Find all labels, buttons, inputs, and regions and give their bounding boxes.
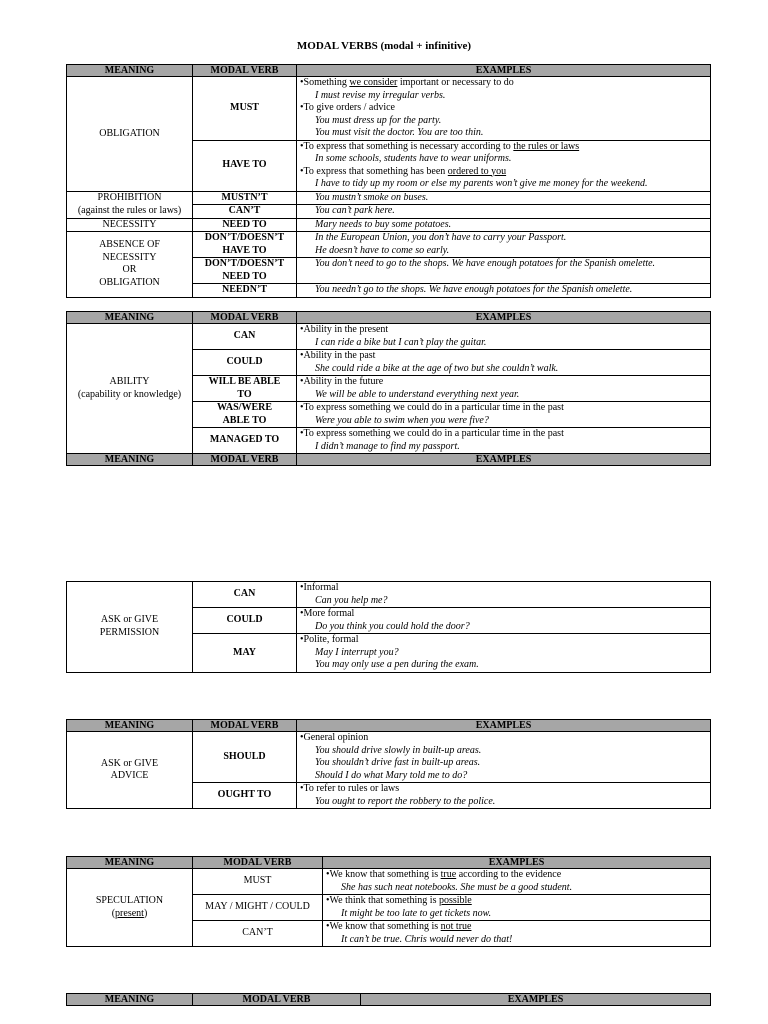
examples-may-might-could: •We think that something is possible It might be too late to get tickets now. xyxy=(323,895,711,921)
verb-dont-have-to: DON’T/DOESN’T HAVE TO xyxy=(193,232,297,258)
header-row xyxy=(67,994,711,1006)
verb-neednt: NEEDN’T xyxy=(193,284,297,298)
verb-mustnt: MUSTN’T xyxy=(193,191,297,205)
header-modal-verb: MODAL VERB xyxy=(193,994,361,1006)
header-row xyxy=(67,857,711,869)
meaning-obligation: OBLIGATION xyxy=(67,77,193,192)
header-meaning: MEANING xyxy=(67,720,193,732)
header-meaning: MEANING xyxy=(67,994,193,1006)
table-row xyxy=(67,232,711,258)
header-modal-verb: MODAL VERB xyxy=(193,454,297,466)
examples-neednt: You needn’t go to the shops. We have enough potatoes for the Spanish omelette. xyxy=(297,284,711,298)
verb-cant: CAN’T xyxy=(193,205,297,219)
header-examples: EXAMPLES xyxy=(297,720,711,732)
examples-can: •Informal Can you help me? xyxy=(297,582,711,608)
verb-must: MUST xyxy=(193,77,297,141)
table-row xyxy=(67,77,711,141)
verb-managed-to: MANAGED TO xyxy=(193,428,297,454)
meaning-speculation: SPECULATION (present) xyxy=(67,869,193,947)
examples-can: •Ability in the present I can ride a bike but I can’t play the guitar. xyxy=(297,324,711,350)
meaning-permission: ASK or GIVE PERMISSION xyxy=(67,582,193,673)
header-meaning: MEANING xyxy=(67,454,193,466)
examples-cant: •We know that something is not true It can’t be true. Chris would never do that! xyxy=(323,921,711,947)
verb-can: CAN xyxy=(193,324,297,350)
examples-managed-to: •To express something we could do in a particular time in the past I didn’t manage to find my passport. xyxy=(297,428,711,454)
examples-will-be-able-to: •Ability in the future We will be able to understand everything next year. xyxy=(297,376,711,402)
examples-dont-have-to: In the European Union, you don’t have to carry your Passport. He doesn’t have to come so early. xyxy=(297,232,711,258)
header-meaning: MEANING xyxy=(67,857,193,869)
header-row xyxy=(67,720,711,732)
table-row xyxy=(67,869,711,895)
meaning-advice: ASK or GIVE ADVICE xyxy=(67,732,193,809)
verb-can: CAN xyxy=(193,582,297,608)
header-row xyxy=(67,454,711,466)
verb-could: COULD xyxy=(193,608,297,634)
examples-was-were-able-to: •To express something we could do in a particular time in the past Were you able to swim when you were five? xyxy=(297,402,711,428)
verb-have-to: HAVE TO xyxy=(193,140,297,191)
verb-could: COULD xyxy=(193,350,297,376)
examples-must: •We know that something is true according to the evidence She has such neat notebooks. She must be a good student. xyxy=(323,869,711,895)
verb-cant: CAN’T xyxy=(193,921,323,947)
meaning-prohibition: PROHIBITION (against the rules or laws) xyxy=(67,191,193,218)
examples-could: •More formal Do you think you could hold the door? xyxy=(297,608,711,634)
header-modal-verb: MODAL VERB xyxy=(193,720,297,732)
next-table-header xyxy=(66,993,711,1006)
header-row xyxy=(67,312,711,324)
table-row xyxy=(67,582,711,608)
ability-table xyxy=(66,311,711,466)
header-modal-verb: MODAL VERB xyxy=(193,857,323,869)
verb-dont-need-to: DON’T/DOESN’T NEED TO xyxy=(193,258,297,284)
header-meaning: MEANING xyxy=(67,312,193,324)
verb-may: MAY xyxy=(193,634,297,673)
header-examples: EXAMPLES xyxy=(297,454,711,466)
examples-should: •General opinion You should drive slowly in built-up areas. You shouldn’t drive fast in built-up areas. Should I do what Mary told me to do? xyxy=(297,732,711,783)
page-title: MODAL VERBS (modal + infinitive) xyxy=(296,40,472,52)
verb-was-were-able-to: WAS/WERE ABLE TO xyxy=(193,402,297,428)
speculation-table xyxy=(66,856,711,947)
meaning-necessity: NECESSITY xyxy=(67,218,193,232)
header-examples: EXAMPLES xyxy=(323,857,711,869)
meaning-ability: ABILITY (capability or knowledge) xyxy=(67,324,193,454)
examples-have-to: •To express that something is necessary according to the rules or laws In some schools, students have to wear uniforms. •To express that something has been ordered to you I have to tidy up my room or else my parents won’t give me money for the weekend. xyxy=(297,140,711,191)
examples-ought-to: •To refer to rules or laws You ought to report the robbery to the police. xyxy=(297,783,711,809)
obligation-table xyxy=(66,64,711,298)
verb-should: SHOULD xyxy=(193,732,297,783)
verb-may-might-could: MAY / MIGHT / COULD xyxy=(193,895,323,921)
examples-must: •Something we consider important or necessary to do I must revise my irregular verbs. •To give orders / advice You must dress up for the party. You must visit the doctor. You are too thin. xyxy=(297,77,711,141)
header-meaning: MEANING xyxy=(67,65,193,77)
table-row xyxy=(67,324,711,350)
verb-must: MUST xyxy=(193,869,323,895)
header-examples: EXAMPLES xyxy=(361,994,711,1006)
header-modal-verb: MODAL VERB xyxy=(193,65,297,77)
header-examples: EXAMPLES xyxy=(297,65,711,77)
verb-need-to: NEED TO xyxy=(193,218,297,232)
header-examples: EXAMPLES xyxy=(297,312,711,324)
table-row xyxy=(67,191,711,205)
examples-dont-need-to: You don’t need to go to the shops. We have enough potatoes for the Spanish omelette. xyxy=(297,258,711,284)
header-modal-verb: MODAL VERB xyxy=(193,312,297,324)
examples-may: •Polite, formal May I interrupt you? You may only use a pen during the exam. xyxy=(297,634,711,673)
examples-cant: You can’t park here. xyxy=(297,205,711,219)
table-row xyxy=(67,218,711,232)
meaning-absence-of-necessity: ABSENCE OF NECESSITY OR OBLIGATION xyxy=(67,232,193,298)
examples-could: •Ability in the past She could ride a bike at the age of two but she couldn’t walk. xyxy=(297,350,711,376)
examples-mustnt: You mustn’t smoke on buses. xyxy=(297,191,711,205)
permission-table xyxy=(66,581,711,673)
advice-table xyxy=(66,719,711,809)
header-row xyxy=(67,65,711,77)
examples-need-to: Mary needs to buy some potatoes. xyxy=(297,218,711,232)
table-row xyxy=(67,732,711,783)
verb-will-be-able-to: WILL BE ABLE TO xyxy=(193,376,297,402)
verb-ought-to: OUGHT TO xyxy=(193,783,297,809)
